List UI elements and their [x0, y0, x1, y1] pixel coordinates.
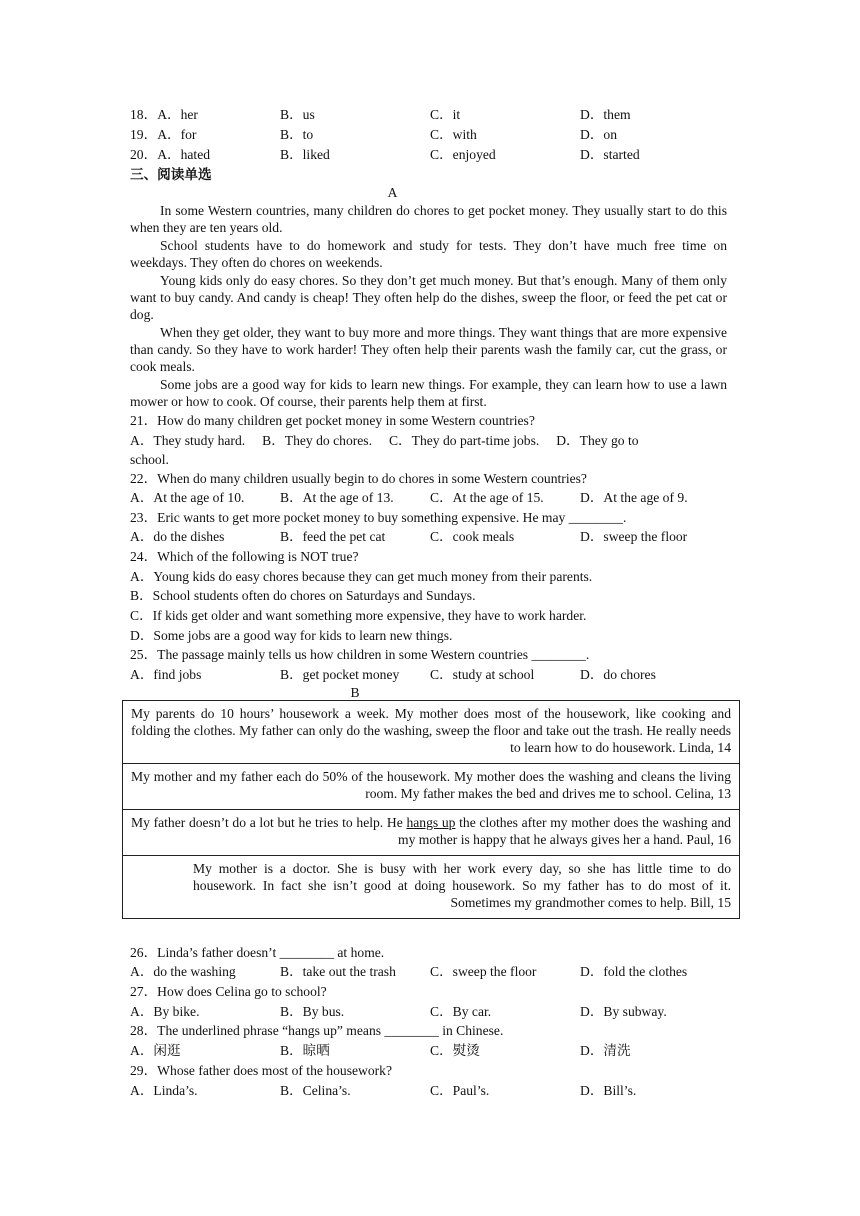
option-d[interactable]: D．sweep the floor	[580, 529, 688, 544]
option-d[interactable]: D．By subway.	[580, 1004, 667, 1019]
option-a[interactable]: A．At the age of 10.	[130, 490, 245, 505]
question-25-stem: 25．The passage mainly tells us how children in some Western countries ________.	[130, 647, 590, 662]
question-26-stem: 26．Linda’s father doesn’t ________ at home.	[130, 945, 385, 960]
option-a[interactable]: A．find jobs	[130, 667, 202, 682]
option-a[interactable]: A．By bike.	[130, 1004, 200, 1019]
passage-a-paragraph: School students have to do homework and study for tests. They don’t have much free time on weekdays. They often do chores on weekends.	[130, 238, 727, 270]
passage-a-paragraph: Some jobs are a good way for kids to learn new things. For example, they can learn how to use a lawn mower or how to cook. Of course, their parents help them at first.	[130, 377, 727, 409]
question-23-stem: 23．Eric wants to get more pocket money to buy something expensive. He may ________.	[130, 510, 627, 525]
passage-a-paragraph: When they get older, they want to buy more and more things. They want things that are more expensive than candy. So they have to work harder! They often help their parents wash the family car, cut the grass, or cook meals.	[130, 325, 727, 374]
option-c[interactable]: C．sweep the floor	[430, 964, 537, 979]
option-a[interactable]: A．Young kids do easy chores because they can get much money from their parents.	[130, 569, 593, 584]
option-b[interactable]: B．At the age of 13.	[280, 490, 394, 505]
table-row: My parents do 10 hours’ housework a week. My mother does most of the housework, like cooking and folding the clothes. My father can only do the washing, sweep the floor and take out the trash. He really needs to learn how to do housework. Linda, 14	[123, 701, 739, 764]
question-28-stem: 28．The underlined phrase “hangs up” means ________ in Chinese.	[130, 1023, 504, 1038]
option-c[interactable]: C．it	[430, 107, 461, 122]
option-d[interactable]: D．Some jobs are a good way for kids to learn new things.	[130, 628, 453, 643]
option-d[interactable]: D．fold the clothes	[580, 964, 688, 979]
option-d[interactable]: D．At the age of 9.	[580, 490, 688, 505]
option-d[interactable]: D．清洗	[580, 1043, 631, 1058]
question-21-options[interactable]: A．They study hard. B．They do chores. C．They do part-time jobs. D．They go to	[130, 433, 639, 448]
option-d[interactable]: D．them	[580, 107, 631, 122]
passage-a-paragraph: In some Western countries, many children do chores to get pocket money. They usually start to do this when they are ten years old.	[130, 203, 727, 235]
question-21-options-wrap: school.	[130, 452, 169, 467]
option-c[interactable]: C．enjoyed	[430, 147, 496, 162]
option-d[interactable]: D．do chores	[580, 667, 656, 682]
option-d[interactable]: D．Bill’s.	[580, 1083, 637, 1098]
option-b[interactable]: B．晾晒	[280, 1043, 330, 1058]
option-a[interactable]: A．for	[157, 127, 197, 142]
option-b[interactable]: B．get pocket money	[280, 667, 400, 682]
option-c[interactable]: C．Paul’s.	[430, 1083, 490, 1098]
worksheet-page: 18．A．her B．us C．it D．them 19．A．for B．to C．with D．on 20．A．hated B．liked C．enjoyed D．started 三、阅读单选 A In some Western countries, many children do chores to get pocket money. They usually start to do this when they are ten years old. School students have to do homework and study for tests. They don’t have much free time on weekdays. They often do chores on weekends. Young kids only do easy chores. So they don’t get much money. But that’s enough. Many of them only want to buy candy. And candy is cheap! They often help do the dishes, sweep the floor, or feed the pet cat or dog. When they get older, they want to buy more and more things. They want things that are more expensive than candy. So they have to work harder! They often help their parents wash the family car, cut the grass, or cook meals. Some jobs are a good way for kids to learn new things. For example, they can learn how to use a lawn mower or how to cook. Of course, their parents help them at first. 21．How do many children get pocket money in some Western countries? A．They study hard. B．They do chores. C．They do part-time jobs. D．They go to school. 22．When do many children usually begin to do chores in some Western countries? A．At the age of 10. B．At the age of 13. C．At the age of 15. D．At the age of 9. 23．Eric wants to get more pocket money to buy something expensive. He may ________. A．do the dishes B．feed the pet cat C．cook meals D．sweep the floor 24．Which of the following is NOT true? A．Young kids do easy chores because they can get much money from their parents. B．School students often do chores on Saturdays and Sundays. C．If kids get older and want something more expensive, they have to work harder. D．Some jobs are a good way for kids to learn new things. 25．The passage mainly tells us how children in some Western countries ________. A．find jobs B．get pocket money C．study at school D．do chores B My parents do 10 hours’ housework a week. My mother does most of the housework, like cooking and folding the clothes. My father can only do the washing, sweep the floor and take out the trash. He really needs to learn how to do housework. Linda, 14 My mother and my father each do 50% of the housework. My mother does the washing and cleans the living room. My father makes the bed and drives me to school. Celina, 13 My father doesn’t do a lot but he tries to help. He hangs up the clothes after my mother does the washing and my mother is happy that he always gives her a hand. Paul, 16 My mother is a doctor. She is busy with her work every day, so she has little time to do housework. In fact she isn’t good at doing housework. So my father has to do most of it. Sometimes my grandmother comes to help. Bill, 15 26．Linda’s father doesn’t ________ at home. A．do the washing B．take out the trash C．sweep the floor D．fold the clothes 27．How does Celina go to school? A．By bike. B．By bus. C．By car. D．By subway. 28．The underlined phrase “hangs up” means ________ in Chinese. A．闲逛 B．晾晒 C．熨烫 D．清洗 29．Whose father does most of the housework? A．Linda’s. B．Celina’s. C．Paul’s. D．Bill’s.	[0, 0, 860, 1216]
option-b[interactable]: B．feed the pet cat	[280, 529, 386, 544]
passage-b-table	[122, 700, 740, 919]
option-b[interactable]: B．to	[280, 127, 314, 142]
table-row: My mother and my father each do 50% of the housework. My mother does the washing and cleans the living room. My father makes the bed and drives me to school. Celina, 13	[123, 764, 739, 810]
option-c[interactable]: C．cook meals	[430, 529, 515, 544]
option-b[interactable]: B．Celina’s.	[280, 1083, 351, 1098]
option-c[interactable]: C．At the age of 15.	[430, 490, 544, 505]
passage-a-paragraph: Young kids only do easy chores. So they don’t get much money. But that’s enough. Many of them only want to buy candy. And candy is cheap! They often help do the dishes, sweep the floor, or feed the pet cat or dog.	[130, 273, 727, 322]
option-a[interactable]: A．闲逛	[130, 1043, 181, 1058]
option-d[interactable]: D．on	[580, 127, 618, 142]
option-a[interactable]: A．Linda’s.	[130, 1083, 198, 1098]
option-c[interactable]: C．By car.	[430, 1004, 492, 1019]
option-a[interactable]: A．do the dishes	[130, 529, 225, 544]
question-22-stem: 22．When do many children usually begin to do chores in some Western countries?	[130, 471, 587, 486]
passage-a-label: A	[387, 185, 398, 200]
option-a[interactable]: A．hated	[157, 147, 211, 162]
underlined-phrase: hangs up	[406, 815, 456, 830]
table-row: My mother is a doctor. She is busy with her work every day, so she has little time to do housework. In fact she isn’t good at doing housework. So my father has to do most of it. Sometimes my grandmother comes to help. Bill, 15	[193, 861, 731, 910]
option-b[interactable]: B．us	[280, 107, 315, 122]
option-c[interactable]: C．study at school	[430, 667, 535, 682]
question-29-stem: 29．Whose father does most of the housework?	[130, 1063, 392, 1078]
option-c[interactable]: C．with	[430, 127, 477, 142]
question-24-stem: 24．Which of the following is NOT true?	[130, 549, 359, 564]
section-heading: 三、阅读单选	[130, 167, 212, 182]
option-b[interactable]: B．liked	[280, 147, 330, 162]
option-b[interactable]: B．take out the trash	[280, 964, 396, 979]
option-b[interactable]: B．By bus.	[280, 1004, 345, 1019]
option-d[interactable]: D．started	[580, 147, 640, 162]
passage-b-label: B	[350, 685, 360, 700]
question-27-stem: 27．How does Celina go to school?	[130, 984, 327, 999]
option-c[interactable]: C．If kids get older and want something more expensive, they have to work harder.	[130, 608, 587, 623]
option-a[interactable]: A．her	[157, 107, 198, 122]
table-row: My father doesn’t do a lot but he tries to help. He hangs up the clothes after my mother does the washing and my mother is happy that he always gives her a hand. Paul, 16	[123, 810, 739, 856]
option-a[interactable]: A．do the washing	[130, 964, 236, 979]
option-c[interactable]: C．熨烫	[430, 1043, 480, 1058]
question-21-stem: 21．How do many children get pocket money in some Western countries?	[130, 413, 535, 428]
option-b[interactable]: B．School students often do chores on Saturdays and Sundays.	[130, 588, 476, 603]
